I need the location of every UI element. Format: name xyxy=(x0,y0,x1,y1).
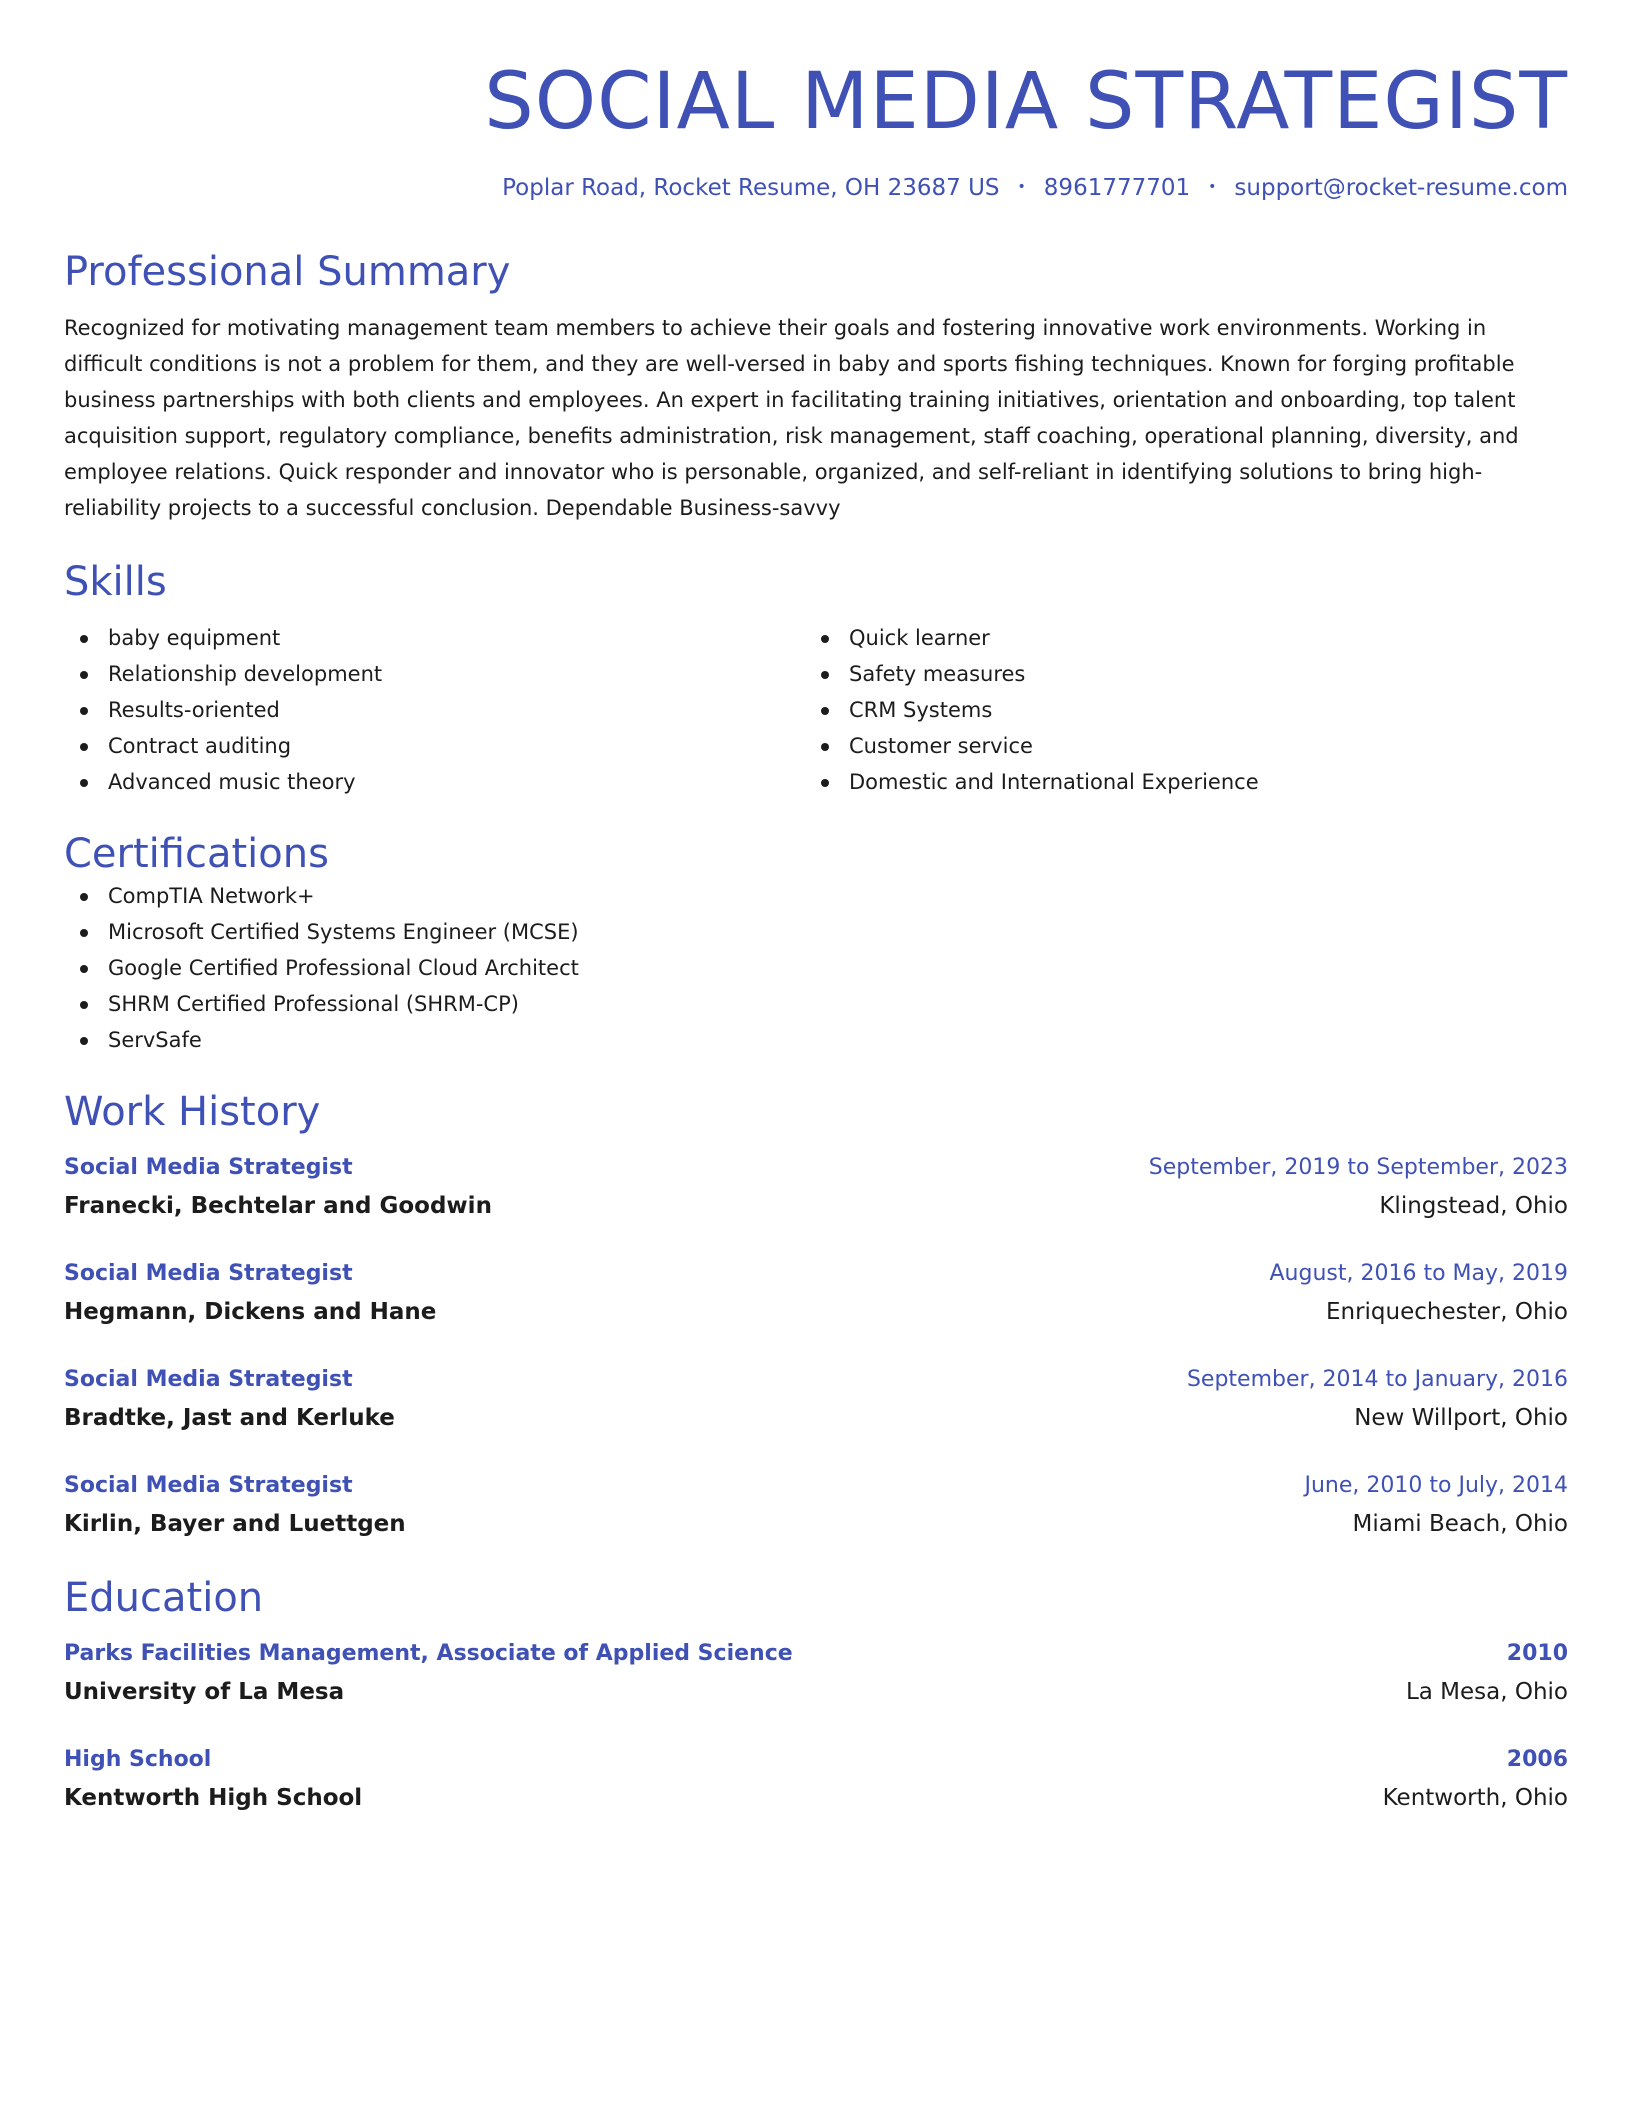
skill-label: Contract auditing xyxy=(108,733,292,758)
summary-heading: Professional Summary xyxy=(64,248,511,295)
certification-label: Google Certified Professional Cloud Architect xyxy=(108,955,579,980)
graduation-year: 2006 xyxy=(1506,1746,1568,1772)
skills-grid xyxy=(64,620,1568,800)
skill-label: Quick learner xyxy=(849,625,990,650)
skills-list-left xyxy=(64,620,805,800)
bullet-icon xyxy=(80,965,88,973)
summary-text: Recognized for motivating management team members to achieve their goals and fostering innovative work environments. Working in difficult conditions is not a problem for them, and they are well-versed in baby and sports fishing techniques. Known for forging profitable business partnerships with both clients and employees. An expert in facilitating training initiatives, orientation and onboarding, top talent acquisition support, regulatory compliance, benefits administration, risk management, staff coaching, operational planning, diversity, and employee relations. Quick responder and innovator who is personable, organized, and self-reliant in identifying solutions to bring high-reliability projects to a successful conclusion. Dependable Business-savvy xyxy=(64,315,1519,520)
degree-title: Parks Facilities Management, Associate of Applied Science xyxy=(64,1640,793,1666)
skill-item xyxy=(805,620,1546,656)
certifications-list xyxy=(64,878,1568,1058)
work-entry-details xyxy=(64,1504,1568,1544)
skill-item xyxy=(805,764,1546,800)
school-name: Kentworth High School xyxy=(64,1784,363,1811)
job-title: Social Media Strategist xyxy=(64,1260,353,1286)
contact-line xyxy=(64,173,1568,204)
job-dates: September, 2014 to January, 2016 xyxy=(1186,1366,1568,1392)
certifications-heading: Certifications xyxy=(64,830,329,877)
bullet-icon xyxy=(821,635,829,643)
school-location: Kentworth, Ohio xyxy=(1382,1784,1568,1811)
job-title: Social Media Strategist xyxy=(64,1366,353,1392)
education-entry-header xyxy=(64,1636,1568,1672)
skill-item xyxy=(64,656,805,692)
skill-item xyxy=(64,620,805,656)
job-location: Enriquechester, Ohio xyxy=(1325,1298,1568,1325)
bullet-icon xyxy=(80,1037,88,1045)
education-entry xyxy=(64,1636,1568,1712)
job-location: Klingstead, Ohio xyxy=(1379,1192,1568,1219)
skill-item xyxy=(805,728,1546,764)
skills-heading: Skills xyxy=(64,558,167,605)
skill-label: Domestic and International Experience xyxy=(849,769,1259,794)
company-name: Hegmann, Dickens and Hane xyxy=(64,1298,437,1325)
job-dates: June, 2010 to July, 2014 xyxy=(1304,1472,1568,1498)
skill-label: CRM Systems xyxy=(849,697,993,722)
bullet-icon xyxy=(80,1001,88,1009)
bullet-icon xyxy=(80,635,88,643)
work-entry-header xyxy=(64,1256,1568,1292)
graduation-year: 2010 xyxy=(1506,1640,1568,1666)
contact-separator: • xyxy=(1017,178,1026,195)
job-title: Social Media Strategist xyxy=(64,1472,353,1498)
bullet-icon xyxy=(821,707,829,715)
work-entry-header xyxy=(64,1150,1568,1186)
work-entry xyxy=(64,1150,1568,1226)
skill-item xyxy=(805,656,1546,692)
company-name: Bradtke, Jast and Kerluke xyxy=(64,1404,395,1431)
company-name: Kirlin, Bayer and Luettgen xyxy=(64,1510,406,1537)
bullet-icon xyxy=(80,779,88,787)
bullet-icon xyxy=(80,893,88,901)
skill-item xyxy=(805,692,1546,728)
bullet-icon xyxy=(821,671,829,679)
skill-label: Results-oriented xyxy=(108,697,280,722)
bullet-icon xyxy=(821,779,829,787)
education-entry xyxy=(64,1742,1568,1818)
skills-column-left xyxy=(64,620,805,800)
certification-item xyxy=(64,1022,1568,1058)
skill-label: Relationship development xyxy=(108,661,383,686)
school-name: University of La Mesa xyxy=(64,1678,345,1705)
work-entry xyxy=(64,1256,1568,1332)
resume-name-title: SOCIAL MEDIA STRATEGIST xyxy=(484,57,1568,147)
work-entry-details xyxy=(64,1398,1568,1438)
skills-list-right xyxy=(805,620,1546,800)
certification-label: SHRM Certified Professional (SHRM-CP) xyxy=(108,991,519,1016)
bullet-icon xyxy=(821,743,829,751)
certification-item xyxy=(64,986,1568,1022)
bullet-icon xyxy=(80,707,88,715)
degree-title: High School xyxy=(64,1746,212,1772)
skill-label: Advanced music theory xyxy=(108,769,356,794)
certification-item xyxy=(64,914,1568,950)
education-heading: Education xyxy=(64,1574,264,1621)
work-entry-header xyxy=(64,1468,1568,1504)
certification-item xyxy=(64,950,1568,986)
work-entry xyxy=(64,1468,1568,1544)
work-entry-header xyxy=(64,1362,1568,1398)
job-location: Miami Beach, Ohio xyxy=(1352,1510,1568,1537)
certification-label: Microsoft Certified Systems Engineer (MCSE) xyxy=(108,919,579,944)
company-name: Franecki, Bechtelar and Goodwin xyxy=(64,1192,492,1219)
education-entry-header xyxy=(64,1742,1568,1778)
contact-phone: 8961777701 xyxy=(1043,175,1191,201)
work-entry-details xyxy=(64,1292,1568,1332)
certification-label: ServSafe xyxy=(108,1027,202,1052)
job-dates: August, 2016 to May, 2019 xyxy=(1269,1260,1568,1286)
bullet-icon xyxy=(80,743,88,751)
education-entry-details xyxy=(64,1778,1568,1818)
skill-item xyxy=(64,692,805,728)
certification-label: CompTIA Network+ xyxy=(108,883,315,908)
job-title: Social Media Strategist xyxy=(64,1154,353,1180)
skill-item xyxy=(64,764,805,800)
skill-label: Customer service xyxy=(849,733,1033,758)
contact-separator: • xyxy=(1208,178,1217,195)
contact-address: Poplar Road, Rocket Resume, OH 23687 US xyxy=(502,175,1000,201)
work-history-heading: Work History xyxy=(64,1088,321,1135)
contact-email: support@rocket-resume.com xyxy=(1234,175,1568,201)
skill-item xyxy=(64,728,805,764)
certification-item xyxy=(64,878,1568,914)
education-entry-details xyxy=(64,1672,1568,1712)
job-dates: September, 2019 to September, 2023 xyxy=(1148,1154,1568,1180)
job-location: New Willport, Ohio xyxy=(1354,1404,1568,1431)
skill-label: baby equipment xyxy=(108,625,281,650)
skill-label: Safety measures xyxy=(849,661,1026,686)
work-entry-details xyxy=(64,1186,1568,1226)
bullet-icon xyxy=(80,929,88,937)
school-location: La Mesa, Ohio xyxy=(1405,1678,1568,1705)
bullet-icon xyxy=(80,671,88,679)
work-entry xyxy=(64,1362,1568,1438)
skills-column-right xyxy=(805,620,1546,800)
